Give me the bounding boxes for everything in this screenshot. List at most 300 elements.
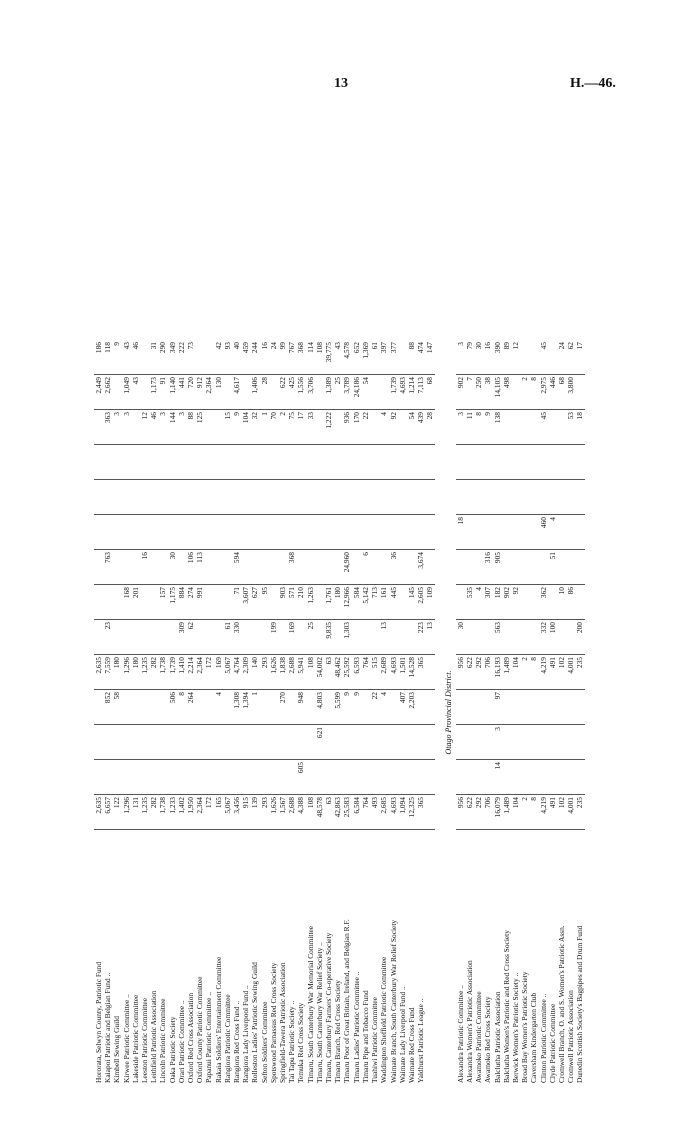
leader-dots bbox=[566, 830, 575, 835]
leader-dots bbox=[493, 830, 502, 835]
amount-cell bbox=[370, 620, 379, 655]
amount-cell bbox=[168, 480, 177, 515]
amount-cell bbox=[103, 515, 112, 550]
amount-cell: 460 bbox=[539, 515, 548, 550]
amount-cell bbox=[379, 550, 388, 585]
amount-cell: 3 bbox=[122, 410, 131, 445]
amount-cell: 1,303 bbox=[342, 620, 351, 655]
amount-cell: 88 bbox=[186, 410, 195, 445]
table-row bbox=[529, 340, 538, 1085]
amount-cell bbox=[260, 550, 269, 585]
amount-cell bbox=[315, 550, 324, 585]
amount-cell bbox=[370, 760, 379, 795]
amount-cell: 4,219 bbox=[539, 655, 548, 690]
amount-cell bbox=[520, 340, 529, 375]
table-row bbox=[520, 340, 529, 1085]
amount-cell: 948 bbox=[296, 690, 305, 725]
amount-cell: 2 bbox=[520, 375, 529, 410]
table-row bbox=[168, 340, 177, 1085]
amount-cell: 902 bbox=[502, 585, 511, 620]
fund-name: Timaru Ladies' Patriotic Committee .. bbox=[351, 971, 361, 1083]
amount-cell: 330 bbox=[232, 620, 241, 655]
amount-cell bbox=[566, 760, 575, 795]
amount-cell bbox=[425, 515, 434, 550]
amount-cell: 1,739 bbox=[389, 375, 398, 410]
table-row bbox=[232, 340, 241, 1085]
amount-cell bbox=[324, 515, 333, 550]
amount-cell: 109 bbox=[425, 585, 434, 620]
amount-cell: 15 bbox=[223, 410, 232, 445]
amount-cell: 144 bbox=[168, 410, 177, 445]
amount-cell: 5,142 bbox=[361, 585, 370, 620]
amount-cell bbox=[520, 480, 529, 515]
amount-cell: 6,593 bbox=[352, 655, 361, 690]
amount-cell bbox=[204, 410, 213, 445]
amount-cell bbox=[548, 340, 557, 375]
leader-dots bbox=[158, 830, 167, 835]
amount-cell bbox=[269, 515, 278, 550]
amount-cell: 2,449 bbox=[94, 375, 103, 410]
amount-cell: 439 bbox=[416, 410, 425, 445]
amount-cell bbox=[483, 515, 492, 550]
amount-cell bbox=[456, 445, 465, 480]
fund-name: Lincoln Patriotic Committee bbox=[158, 998, 168, 1083]
amount-cell bbox=[122, 620, 131, 655]
amount-cell bbox=[195, 480, 204, 515]
amount-cell bbox=[214, 760, 223, 795]
amount-cell: 157 bbox=[158, 585, 167, 620]
amount-cell bbox=[529, 340, 538, 375]
amount-cell: 2,689 bbox=[379, 655, 388, 690]
amount-cell bbox=[566, 550, 575, 585]
amount-cell: 1,567 bbox=[278, 795, 287, 830]
amount-cell bbox=[250, 760, 259, 795]
amount-cell bbox=[520, 445, 529, 480]
amount-cell bbox=[260, 725, 269, 760]
amount-cell bbox=[260, 620, 269, 655]
amount-cell bbox=[511, 375, 520, 410]
amount-cell: 474 bbox=[416, 340, 425, 375]
amount-cell bbox=[94, 585, 103, 620]
table-row bbox=[416, 340, 425, 1085]
amount-cell bbox=[149, 620, 158, 655]
amount-cell bbox=[306, 690, 315, 725]
amount-cell: 493 bbox=[370, 795, 379, 830]
amount-cell bbox=[223, 725, 232, 760]
amount-cell bbox=[241, 515, 250, 550]
fund-name: Timaru, South Canterbury War Memorial Committee bbox=[305, 925, 315, 1083]
amount-cell: 68 bbox=[557, 375, 566, 410]
amount-cell bbox=[548, 585, 557, 620]
amount-cell bbox=[548, 725, 557, 760]
amount-cell bbox=[333, 620, 342, 655]
amount-cell bbox=[425, 725, 434, 760]
table-row bbox=[278, 340, 287, 1085]
amount-cell bbox=[483, 480, 492, 515]
leader-dots bbox=[511, 830, 520, 835]
amount-cell bbox=[195, 690, 204, 725]
amount-cell: 92 bbox=[389, 410, 398, 445]
amount-cell bbox=[140, 690, 149, 725]
table-row bbox=[250, 340, 259, 1085]
amount-cell: 1,296 bbox=[122, 655, 131, 690]
amount-cell: 30 bbox=[168, 550, 177, 585]
table-row bbox=[465, 340, 474, 1085]
amount-cell bbox=[398, 585, 407, 620]
amount-cell: 4 bbox=[379, 410, 388, 445]
amount-cell bbox=[131, 620, 140, 655]
amount-cell bbox=[122, 445, 131, 480]
amount-cell: 498 bbox=[502, 375, 511, 410]
leader-dots bbox=[465, 830, 474, 835]
amount-cell: 293 bbox=[260, 795, 269, 830]
amount-cell bbox=[407, 550, 416, 585]
amount-cell bbox=[520, 585, 529, 620]
amount-cell bbox=[456, 550, 465, 585]
amount-cell bbox=[186, 760, 195, 795]
leader-dots bbox=[398, 830, 407, 835]
fund-name: Papanui Patriotic Committee .. bbox=[204, 992, 214, 1083]
amount-cell bbox=[557, 445, 566, 480]
amount-cell: 5,941 bbox=[296, 655, 305, 690]
amount-cell bbox=[241, 725, 250, 760]
amount-cell bbox=[416, 725, 425, 760]
amount-cell bbox=[214, 410, 223, 445]
amount-cell bbox=[287, 725, 296, 760]
amount-cell bbox=[315, 480, 324, 515]
amount-cell bbox=[122, 760, 131, 795]
amount-cell bbox=[149, 690, 158, 725]
amount-cell bbox=[94, 690, 103, 725]
amount-cell bbox=[149, 480, 158, 515]
amount-cell: 763 bbox=[103, 550, 112, 585]
amount-cell bbox=[379, 725, 388, 760]
amount-cell: 63 bbox=[324, 795, 333, 830]
amount-cell bbox=[361, 690, 370, 725]
amount-cell: 2,309 bbox=[241, 655, 250, 690]
amount-cell: 39,775 bbox=[324, 340, 333, 375]
amount-cell: 145 bbox=[407, 585, 416, 620]
amount-cell bbox=[149, 515, 158, 550]
leader-dots bbox=[186, 830, 195, 835]
amount-cell: 7,559 bbox=[103, 655, 112, 690]
table-row bbox=[398, 340, 407, 1085]
amount-cell: 46 bbox=[149, 410, 158, 445]
amount-cell bbox=[502, 550, 511, 585]
amount-cell bbox=[502, 725, 511, 760]
amount-cell: 1 bbox=[260, 410, 269, 445]
fund-name: Alexandra Patriotic Committee .. bbox=[455, 985, 465, 1083]
amount-cell bbox=[241, 480, 250, 515]
amount-cell bbox=[177, 550, 186, 585]
amount-cell bbox=[425, 480, 434, 515]
amount-cell: 12,325 bbox=[407, 795, 416, 830]
amount-cell bbox=[260, 690, 269, 725]
amount-cell bbox=[158, 515, 167, 550]
amount-cell: 24 bbox=[557, 340, 566, 375]
amount-cell: 3 bbox=[456, 410, 465, 445]
table-row bbox=[379, 340, 388, 1085]
amount-cell bbox=[250, 550, 259, 585]
amount-cell: 140 bbox=[250, 655, 259, 690]
amount-cell: 250 bbox=[474, 375, 483, 410]
fund-name: Clyde Patriotic Committee bbox=[547, 1003, 557, 1083]
amount-cell: 1,308 bbox=[232, 690, 241, 725]
amount-cell bbox=[177, 480, 186, 515]
amount-cell: 1,222 bbox=[324, 410, 333, 445]
amount-cell bbox=[241, 375, 250, 410]
amount-cell bbox=[520, 410, 529, 445]
amount-cell: 100 bbox=[548, 620, 557, 655]
amount-cell bbox=[370, 410, 379, 445]
amount-cell: 8 bbox=[529, 795, 538, 830]
amount-cell bbox=[315, 515, 324, 550]
amount-cell: 1 bbox=[250, 690, 259, 725]
amount-cell bbox=[177, 760, 186, 795]
table-row bbox=[186, 340, 195, 1085]
amount-cell: 362 bbox=[539, 585, 548, 620]
amount-cell bbox=[168, 760, 177, 795]
amount-cell bbox=[379, 515, 388, 550]
amount-cell bbox=[389, 725, 398, 760]
amount-cell bbox=[398, 620, 407, 655]
amount-cell bbox=[287, 515, 296, 550]
table-row bbox=[539, 340, 548, 1085]
amount-cell bbox=[398, 515, 407, 550]
amount-cell bbox=[352, 515, 361, 550]
amount-cell: 24,960 bbox=[342, 550, 351, 585]
amount-cell bbox=[260, 480, 269, 515]
amount-cell: 30 bbox=[456, 620, 465, 655]
amount-cell: 108 bbox=[306, 655, 315, 690]
amount-cell bbox=[465, 725, 474, 760]
fund-name: Kaiapoi Patriotic and Belgian Fund .. bbox=[103, 972, 113, 1083]
leader-dots bbox=[204, 830, 213, 835]
amount-cell: 95 bbox=[260, 585, 269, 620]
amount-cell: 118 bbox=[103, 340, 112, 375]
amount-cell: 99 bbox=[278, 340, 287, 375]
amount-cell bbox=[168, 515, 177, 550]
amount-cell bbox=[342, 445, 351, 480]
amount-cell: 1,214 bbox=[407, 375, 416, 410]
fund-name: Rangiora Lady Liverpool Fund .. bbox=[241, 985, 251, 1083]
amount-cell: 114 bbox=[306, 340, 315, 375]
amount-cell bbox=[177, 445, 186, 480]
fund-name: Sefton Soldiers' Committee bbox=[259, 1001, 269, 1083]
amount-cell: 852 bbox=[103, 690, 112, 725]
amount-cell bbox=[529, 585, 538, 620]
amount-cell bbox=[557, 690, 566, 725]
amount-cell: 235 bbox=[575, 795, 584, 830]
amount-cell bbox=[195, 620, 204, 655]
amount-cell: 1,738 bbox=[158, 795, 167, 830]
amount-cell bbox=[465, 515, 474, 550]
table-row bbox=[223, 340, 232, 1085]
amount-cell: 264 bbox=[186, 690, 195, 725]
fund-name: Timaru Branch, Red Cross Society bbox=[333, 980, 343, 1083]
amount-cell: 332 bbox=[539, 620, 548, 655]
amount-cell: 6 bbox=[361, 550, 370, 585]
fund-name: Broad Bay Women's Patriotic Society bbox=[520, 971, 530, 1083]
amount-cell: 54 bbox=[361, 375, 370, 410]
amount-cell bbox=[131, 725, 140, 760]
amount-cell bbox=[493, 445, 502, 480]
amount-cell: 70 bbox=[269, 410, 278, 445]
amount-cell bbox=[324, 480, 333, 515]
amount-cell bbox=[333, 515, 342, 550]
amount-cell: 54 bbox=[407, 410, 416, 445]
amount-cell bbox=[361, 480, 370, 515]
amount-cell bbox=[204, 515, 213, 550]
amount-cell bbox=[557, 620, 566, 655]
amount-cell: 17 bbox=[296, 410, 305, 445]
amount-cell: 13 bbox=[379, 620, 388, 655]
amount-cell: 441 bbox=[177, 375, 186, 410]
amount-cell bbox=[186, 725, 195, 760]
amount-cell: 2,364 bbox=[204, 375, 213, 410]
leader-dots bbox=[407, 830, 416, 835]
amount-cell bbox=[566, 690, 575, 725]
amount-cell: 1,402 bbox=[177, 795, 186, 830]
fund-name: Balclutha Patriotic Association bbox=[492, 991, 502, 1083]
amount-cell: 605 bbox=[296, 760, 305, 795]
amount-cell bbox=[456, 760, 465, 795]
table-row bbox=[287, 340, 296, 1085]
amount-cell bbox=[149, 725, 158, 760]
fund-name: Clinton Patriotic Committee .. bbox=[538, 993, 548, 1083]
table-row bbox=[195, 340, 204, 1085]
amount-cell bbox=[529, 725, 538, 760]
amount-cell bbox=[214, 620, 223, 655]
amount-cell bbox=[539, 445, 548, 480]
amount-cell bbox=[131, 480, 140, 515]
amount-cell: 24,186 bbox=[352, 375, 361, 410]
amount-cell: 363 bbox=[103, 410, 112, 445]
amount-cell bbox=[195, 445, 204, 480]
amount-cell: 5,067 bbox=[223, 655, 232, 690]
amount-cell: 62 bbox=[186, 620, 195, 655]
table-row bbox=[352, 340, 361, 1085]
amount-cell bbox=[575, 550, 584, 585]
amount-cell: 48,578 bbox=[315, 795, 324, 830]
amount-cell: 309 bbox=[177, 620, 186, 655]
amount-cell bbox=[511, 550, 520, 585]
amount-cell: 9,835 bbox=[324, 620, 333, 655]
amount-cell: 6,584 bbox=[352, 795, 361, 830]
amount-cell: 235 bbox=[575, 655, 584, 690]
amount-cell: 102 bbox=[557, 655, 566, 690]
amount-cell: 991 bbox=[195, 585, 204, 620]
amount-cell: 884 bbox=[177, 585, 186, 620]
amount-cell bbox=[575, 515, 584, 550]
amount-cell bbox=[398, 445, 407, 480]
amount-cell bbox=[177, 515, 186, 550]
amount-cell bbox=[140, 620, 149, 655]
amount-cell: 32 bbox=[250, 410, 259, 445]
amount-cell bbox=[324, 725, 333, 760]
amount-cell: 16 bbox=[483, 340, 492, 375]
table-row bbox=[177, 340, 186, 1085]
amount-cell: 3 bbox=[456, 340, 465, 375]
amount-cell bbox=[214, 445, 223, 480]
amount-cell bbox=[539, 480, 548, 515]
table-row bbox=[511, 340, 520, 1085]
amount-cell bbox=[223, 550, 232, 585]
amount-cell: 51 bbox=[548, 550, 557, 585]
leader-dots bbox=[250, 830, 259, 835]
amount-cell bbox=[315, 585, 324, 620]
amount-cell: 1,738 bbox=[158, 655, 167, 690]
table-row bbox=[241, 340, 250, 1085]
amount-cell bbox=[474, 445, 483, 480]
amount-cell bbox=[103, 585, 112, 620]
leader-dots bbox=[379, 830, 388, 835]
table-row bbox=[407, 340, 416, 1085]
amount-cell bbox=[548, 480, 557, 515]
amount-cell bbox=[296, 550, 305, 585]
amount-cell: 13 bbox=[425, 620, 434, 655]
table-row bbox=[122, 340, 131, 1085]
amount-cell: 4,388 bbox=[296, 795, 305, 830]
amount-cell: 307 bbox=[483, 585, 492, 620]
amount-cell: 10 bbox=[557, 585, 566, 620]
leader-dots bbox=[177, 830, 186, 835]
amount-cell bbox=[131, 445, 140, 480]
amount-cell: 1,626 bbox=[269, 795, 278, 830]
amount-cell bbox=[296, 515, 305, 550]
amount-cell: 38 bbox=[483, 375, 492, 410]
amount-cell bbox=[232, 480, 241, 515]
amount-cell bbox=[425, 760, 434, 795]
amount-cell: 1,389 bbox=[324, 375, 333, 410]
amount-cell bbox=[416, 445, 425, 480]
amount-cell bbox=[557, 480, 566, 515]
amount-cell: 201 bbox=[131, 585, 140, 620]
table-row bbox=[324, 340, 333, 1085]
table-row bbox=[269, 340, 278, 1085]
amount-cell: 36 bbox=[389, 550, 398, 585]
amount-cell: 936 bbox=[342, 410, 351, 445]
table-row bbox=[315, 340, 324, 1085]
amount-cell: 2,635 bbox=[94, 655, 103, 690]
amount-cell: 12 bbox=[511, 340, 520, 375]
amount-cell bbox=[474, 690, 483, 725]
amount-cell: 46 bbox=[131, 340, 140, 375]
fund-name: Tuahiwi Patriotic Committee bbox=[370, 997, 380, 1083]
amount-cell bbox=[269, 480, 278, 515]
leader-dots bbox=[483, 830, 492, 835]
amount-cell bbox=[306, 445, 315, 480]
table-row bbox=[425, 340, 434, 1085]
table-row bbox=[474, 340, 483, 1085]
amount-cell bbox=[511, 445, 520, 480]
amount-cell: 2,635 bbox=[94, 795, 103, 830]
amount-cell bbox=[389, 620, 398, 655]
amount-cell: 1,094 bbox=[398, 795, 407, 830]
amount-cell bbox=[306, 480, 315, 515]
amount-cell: 1,739 bbox=[168, 655, 177, 690]
amount-cell bbox=[195, 340, 204, 375]
leader-dots bbox=[520, 830, 529, 835]
amount-cell: 720 bbox=[186, 375, 195, 410]
amount-cell: 22 bbox=[361, 410, 370, 445]
leader-dots bbox=[168, 830, 177, 835]
fund-name: Cromwell Patriotic Association bbox=[566, 990, 576, 1083]
amount-cell: 368 bbox=[287, 550, 296, 585]
amount-cell bbox=[474, 550, 483, 585]
amount-cell bbox=[511, 620, 520, 655]
amount-cell bbox=[557, 760, 566, 795]
